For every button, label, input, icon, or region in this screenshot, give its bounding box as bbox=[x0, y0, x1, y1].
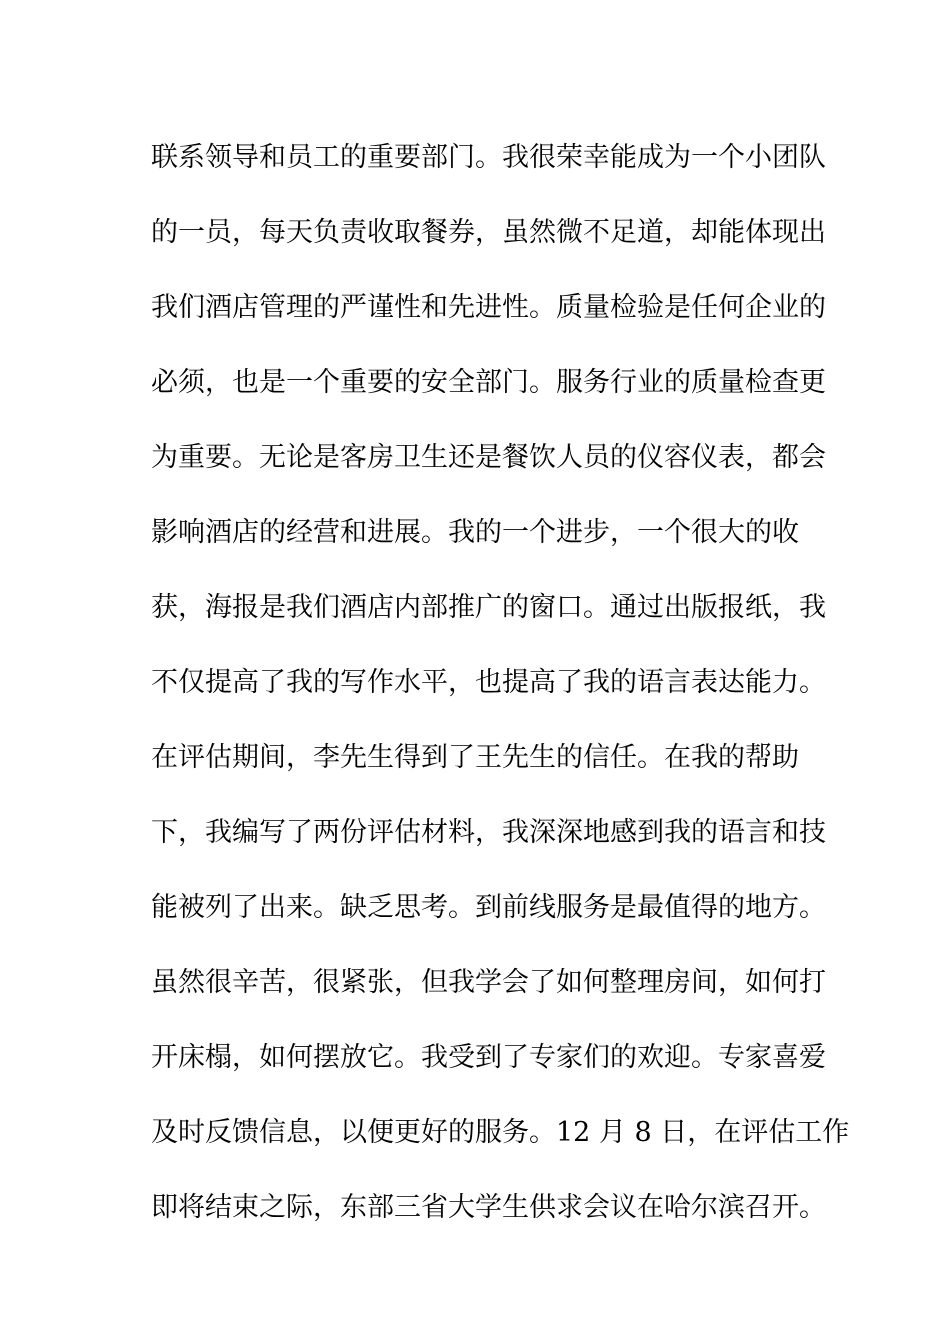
text-line-5: 为重要。无论是客房卫生还是餐饮人员的仪容仪表，都会 bbox=[151, 442, 826, 473]
text-line-8: 不仅提高了我的写作水平，也提高了我的语言表达能力。 bbox=[151, 667, 826, 698]
body-text bbox=[151, 128, 850, 1253]
text-line-1: 联系领导和员工的重要部门。我很荣幸能成为一个小团队 bbox=[151, 142, 826, 173]
text-line-9: 在评估期间，李先生得到了王先生的信任。在我的帮助 bbox=[151, 742, 799, 773]
text-line-4: 必须，也是一个重要的安全部门。服务行业的质量检查更 bbox=[151, 367, 826, 398]
text-line-2: 的一员，每天负责收取餐券，虽然微不足道，却能体现出 bbox=[151, 217, 826, 248]
text-line-7: 获，海报是我们酒店内部推广的窗口。通过出版报纸，我 bbox=[151, 592, 826, 623]
text-line-12: 虽然很辛苦，很紧张，但我学会了如何整理房间，如何打 bbox=[151, 967, 826, 998]
text-line-15: 即将结束之际，东部三省大学生供求会议在哈尔滨召开。 bbox=[151, 1192, 826, 1223]
text-line-13: 开床榻，如何摆放它。我受到了专家们的欢迎。专家喜爱 bbox=[151, 1042, 826, 1073]
text-line-3: 我们酒店管理的严谨性和先进性。质量检验是任何企业的 bbox=[151, 292, 826, 323]
text-line-11: 能被列了出来。缺乏思考。到前线服务是最值得的地方。 bbox=[151, 892, 826, 923]
text-line-6: 影响酒店的经营和进展。我的一个进步，一个很大的收 bbox=[151, 517, 799, 548]
text-line-10: 下，我编写了两份评估材料，我深深地感到我的语言和技 bbox=[151, 817, 826, 848]
text-line-14: 及时反馈信息，以便更好的服务。12 月 8 日，在评估工作 bbox=[151, 1117, 850, 1148]
